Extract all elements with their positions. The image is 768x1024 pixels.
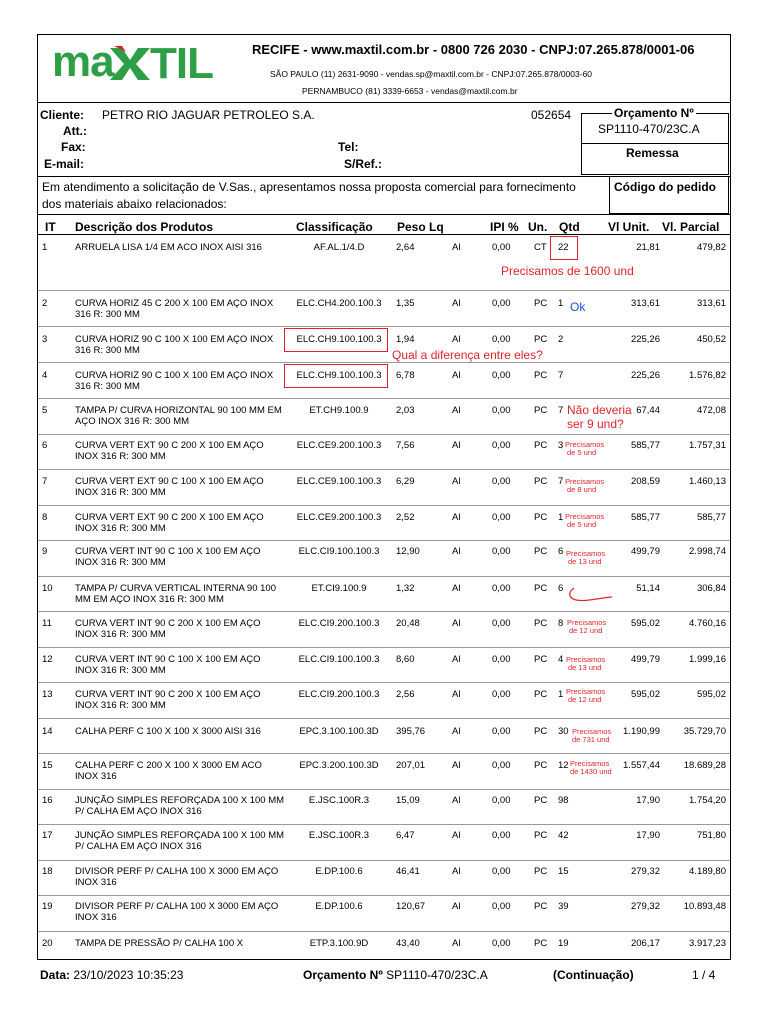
col-desc: Descrição dos Produtos: [75, 220, 214, 234]
row-description: CURVA VERT INT 90 C 200 X 100 EM AÇO INOX 316 R: 300 MM: [75, 618, 261, 640]
row-vp: 1.757,31: [689, 440, 726, 451]
row-cls: ELC.CI9.100.100.3: [298, 546, 380, 557]
row-un: PC: [534, 370, 548, 381]
row-peso: 6,47: [396, 830, 415, 841]
row-vp: 3.917,23: [689, 938, 726, 949]
row-al: Al: [452, 795, 461, 806]
row-description: JUNÇÃO SIMPLES REFORÇADA 100 X 100 MM P/ CALHA EM AÇO INOX 316: [75, 795, 285, 817]
row-un: PC: [534, 830, 548, 841]
client-code: 052654: [531, 108, 572, 122]
logo-image: [52, 37, 213, 88]
row-ipi: 0,00: [492, 512, 511, 523]
annotation-box-cls4: [284, 364, 388, 388]
note-row7-line1: Precisamos: [565, 477, 605, 486]
row-vu: 225,26: [630, 334, 660, 345]
row-al: Al: [452, 689, 461, 700]
row-vu: 225,26: [630, 370, 660, 381]
row-it: 19: [42, 901, 53, 912]
row-ipi: 0,00: [492, 901, 511, 912]
row-vp: 10.893,48: [683, 901, 726, 912]
note-row6-line2: de 5 und: [567, 448, 597, 457]
row-it: 10: [42, 583, 53, 594]
row-vp: 18.689,28: [683, 760, 726, 771]
note-row14-line1: Precisamos: [572, 727, 612, 736]
row-peso: 12,90: [396, 546, 420, 557]
row-divider: [38, 505, 730, 506]
row-ipi: 0,00: [492, 795, 511, 806]
row-un: PC: [534, 405, 548, 416]
note-row5: [567, 403, 632, 431]
row-peso: 20,48: [396, 618, 420, 629]
note-row5-line2: ser 9 und?: [567, 417, 624, 431]
cliente-label: Cliente:: [40, 108, 85, 122]
row-it: 14: [42, 726, 53, 737]
row-vp: 1.754,20: [689, 795, 726, 806]
row-al: Al: [452, 901, 461, 912]
row-qtd: 2: [558, 334, 564, 345]
row-divider: [38, 824, 730, 825]
arrow-annotation: [566, 584, 616, 606]
row-al: Al: [452, 512, 461, 523]
row-vp: 595,02: [696, 689, 726, 700]
note-row6-line1: Precisamos: [565, 440, 605, 449]
email-label: E-mail:: [44, 157, 85, 171]
row-al: Al: [452, 726, 461, 737]
row-vu: 585,77: [630, 440, 660, 451]
row-cls: AF.AL.1/4.D: [313, 242, 365, 253]
note-row13: [566, 688, 605, 704]
footer-orcamento: [303, 968, 488, 982]
footer-orc-value: SP1110-470/23C.A: [386, 968, 488, 982]
row-cls: ELC.CI9.200.100.3: [298, 618, 380, 629]
row-ipi: 0,00: [492, 242, 511, 253]
row-peso: 43,40: [396, 938, 420, 949]
row-qtd: 1: [558, 298, 564, 309]
row-ipi: 0,00: [492, 938, 511, 949]
row-description: CURVA VERT EXT 90 C 200 X 100 EM AÇO INOX 316 R: 300 MM: [75, 440, 264, 462]
col-vu: Vl Unit.: [608, 220, 650, 234]
row-al: Al: [452, 440, 461, 451]
row-it: 18: [42, 866, 53, 877]
row-qtd: 7: [558, 405, 564, 416]
note-row12-line1: Precisamos: [566, 655, 606, 664]
row-divider: [38, 469, 730, 470]
row-ipi: 0,00: [492, 440, 511, 451]
orcamento-label: Orçamento Nº: [614, 106, 694, 120]
row-peso: 6,29: [396, 476, 415, 487]
footer-date: [40, 968, 183, 982]
row-description: JUNÇÃO SIMPLES REFORÇADA 100 X 100 MM P/ CALHA EM AÇO INOX 316: [75, 830, 285, 852]
row-description: CURVA HORIZ 90 C 100 X 100 EM AÇO INOX 316 R: 300 MM: [75, 334, 274, 356]
row-peso: 1,94: [396, 334, 415, 345]
row-vu: 585,77: [630, 512, 660, 523]
col-ipi: IPI %: [490, 220, 519, 234]
row-divider: [38, 682, 730, 683]
row-divider: [38, 753, 730, 754]
row-ipi: 0,00: [492, 298, 511, 309]
row-peso: 207,01: [396, 760, 426, 771]
row-al: Al: [452, 546, 461, 557]
row-qtd: 1: [558, 689, 564, 700]
footer-date-value: 23/10/2023 10:35:23: [73, 968, 184, 982]
row-it: 6: [42, 440, 48, 451]
row-un: PC: [534, 689, 548, 700]
row-it: 20: [42, 938, 53, 949]
note-row11-line1: Precisamos: [567, 618, 607, 627]
row-ipi: 0,00: [492, 830, 511, 841]
row-qtd: 4: [558, 654, 564, 665]
header-pe-line: PERNAMBUCO (81) 3339-6653 - vendas@maxtil.com.br: [302, 86, 518, 96]
row-un: CT: [534, 242, 547, 253]
row-vu: 17,90: [636, 830, 660, 841]
divider: [38, 234, 730, 235]
row-it: 4: [42, 370, 48, 381]
row-vu: 1.190,99: [623, 726, 660, 737]
row-vp: 313,61: [696, 298, 726, 309]
note-row7-line2: de 8 und: [567, 485, 597, 494]
row-vp: 1.460,13: [689, 476, 726, 487]
row-vp: 472,08: [696, 405, 726, 416]
row-qtd: 6: [558, 583, 564, 594]
note-row11: [567, 619, 606, 635]
row-al: Al: [452, 334, 461, 345]
row-vp: 1.999,16: [689, 654, 726, 665]
annotation-box-qtd: [550, 236, 578, 260]
row-it: 13: [42, 689, 53, 700]
row-qtd: 7: [558, 476, 564, 487]
divider: [581, 143, 729, 144]
maxtil-logo: [52, 37, 213, 94]
row-al: Al: [452, 654, 461, 665]
row-peso: 2,56: [396, 689, 415, 700]
note-row14: [572, 728, 611, 744]
row-divider: [38, 931, 730, 932]
row-al: Al: [452, 476, 461, 487]
orcamento-value: SP1110-470/23C.A: [598, 122, 700, 136]
row-ipi: 0,00: [492, 726, 511, 737]
row-un: PC: [534, 795, 548, 806]
note-row9-line1: Precisamos: [566, 549, 606, 558]
row-peso: 2,64: [396, 242, 415, 253]
note-row7: [565, 478, 604, 494]
note-row11-line2: de 12 und: [569, 626, 603, 635]
row-al: Al: [452, 583, 461, 594]
row-divider: [38, 398, 730, 399]
row-it: 11: [42, 618, 52, 629]
row-vu: 67,44: [636, 405, 660, 416]
row-it: 5: [42, 405, 48, 416]
row-description: CURVA VERT EXT 90 C 200 X 100 EM AÇO INOX 316 R: 300 MM: [75, 512, 264, 534]
row-divider: [38, 362, 730, 363]
row-vp: 2.998,74: [689, 546, 726, 557]
row-description: CURVA VERT EXT 90 C 100 X 100 EM AÇO INOX 316 R: 300 MM: [75, 476, 264, 498]
note-row15: [570, 760, 612, 776]
row-qtd: 3: [558, 440, 564, 451]
row-un: PC: [534, 583, 548, 594]
row-vu: 279,32: [630, 901, 660, 912]
row-cls: EPC.3.200.100.3D: [299, 760, 379, 771]
tel-label: Tel:: [338, 140, 359, 154]
row-divider: [38, 895, 730, 896]
row-vu: 499,79: [630, 546, 660, 557]
row-description: CURVA VERT INT 90 C 100 X 100 EM AÇO INOX 316 R: 300 MM: [75, 546, 261, 568]
row-ipi: 0,00: [492, 476, 511, 487]
col-un: Un.: [528, 220, 548, 234]
row-peso: 15,09: [396, 795, 420, 806]
intro-text: Em atendimento a solicitação de V.Sas., apresentamos nossa proposta comercial para fornecimento dos materiais abaixo relacionados:: [42, 180, 576, 211]
footer-date-label: Data:: [40, 968, 71, 982]
row-vp: 4.760,16: [689, 618, 726, 629]
col-vp: Vl. Parcial: [662, 220, 720, 234]
note-row13-line2: de 12 und: [568, 695, 602, 704]
col-peso: Peso Lq: [397, 220, 444, 234]
row-vp: 585,77: [696, 512, 726, 523]
row-ipi: 0,00: [492, 866, 511, 877]
remessa-label: Remessa: [626, 146, 679, 160]
row-un: PC: [534, 654, 548, 665]
row-qtd: 8: [558, 618, 564, 629]
row-un: PC: [534, 334, 548, 345]
row-vp: 4.189,80: [689, 866, 726, 877]
note-row9-line2: de 13 und: [568, 557, 602, 566]
note-row9: [566, 550, 605, 566]
row-peso: 395,76: [396, 726, 426, 737]
row-it: 7: [42, 476, 48, 487]
row-qtd: 98: [558, 795, 569, 806]
note-row8: [565, 513, 604, 529]
note-row15-line1: Precisamos: [570, 759, 610, 768]
row-divider: [38, 576, 730, 577]
row-al: Al: [452, 938, 461, 949]
row-al: Al: [452, 866, 461, 877]
row-peso: 120,67: [396, 901, 426, 912]
row-vu: 313,61: [630, 298, 660, 309]
row-cls: ELC.CH9.100.100.3: [296, 334, 382, 345]
row-un: PC: [534, 938, 548, 949]
row-description: CURVA HORIZ 45 C 200 X 100 EM AÇO INOX 316 R: 300 MM: [75, 298, 274, 320]
row-vu: 51,14: [636, 583, 660, 594]
row-peso: 7,56: [396, 440, 415, 451]
cliente-value: PETRO RIO JAGUAR PETROLEO S.A.: [102, 108, 315, 122]
row-qtd: 22: [558, 242, 569, 253]
row-it: 12: [42, 654, 53, 665]
row-un: PC: [534, 440, 548, 451]
row-cls: ELC.CE9.100.100.3: [296, 476, 382, 487]
row-vp: 35.729,70: [683, 726, 726, 737]
row-al: Al: [452, 298, 461, 309]
row-qtd: 30: [558, 726, 569, 737]
row-vu: 595,02: [630, 618, 660, 629]
row-vp: 450,52: [696, 334, 726, 345]
row-peso: 46,41: [396, 866, 420, 877]
row-peso: 8,60: [396, 654, 415, 665]
row-al: Al: [452, 370, 461, 381]
row-cls: ELC.CE9.200.100.3: [296, 440, 382, 451]
row-cls: ELC.CI9.100.100.3: [298, 654, 380, 665]
row-ipi: 0,00: [492, 689, 511, 700]
row-qtd: 19: [558, 938, 569, 949]
row-peso: 1,35: [396, 298, 415, 309]
row-divider: [38, 789, 730, 790]
row-un: PC: [534, 726, 548, 737]
row-ipi: 0,00: [492, 405, 511, 416]
note-row1: Precisamos de 1600 und: [501, 264, 634, 278]
row-vu: 1.557,44: [623, 760, 660, 771]
row-ipi: 0,00: [492, 760, 511, 771]
row-cls: E.JSC.100R.3: [308, 830, 370, 841]
codigo-pedido-label: Código do pedido: [614, 180, 716, 194]
row-divider: [38, 718, 730, 719]
row-description: TAMPA DE PRESSÃO P/ CALHA 100 X: [75, 938, 244, 949]
row-al: Al: [452, 830, 461, 841]
row-ipi: 0,00: [492, 370, 511, 381]
row-vu: 208,59: [630, 476, 660, 487]
row-it: 17: [42, 830, 53, 841]
row-un: PC: [534, 298, 548, 309]
row-vp: 479,82: [696, 242, 726, 253]
note-row12: [566, 656, 605, 672]
row-qtd: 15: [558, 866, 569, 877]
row-divider: [38, 611, 730, 612]
row-cls: EPC.3.100.100.3D: [299, 726, 379, 737]
sref-label: S/Ref.:: [344, 157, 383, 171]
note-row3: Qual a diferença entre eles?: [392, 348, 543, 362]
col-qtd: Qtd: [559, 220, 580, 234]
row-divider: [38, 326, 730, 327]
note-row8-line1: Precisamos: [565, 512, 605, 521]
row-it: 9: [42, 546, 48, 557]
row-al: Al: [452, 760, 461, 771]
row-description: ARRUELA LISA 1/4 EM ACO INOX AISI 316: [75, 242, 262, 253]
row-cls: ET.CI9.100.9: [311, 583, 367, 594]
row-description: TAMPA P/ CURVA VERTICAL INTERNA 90 100 MM EM AÇO INOX 316 R: 300 MM: [75, 583, 276, 605]
row-description: CALHA PERF C 200 X 100 X 3000 EM ACO INOX 316: [75, 760, 262, 782]
row-qtd: 7: [558, 370, 564, 381]
row-vp: 1.576,82: [689, 370, 726, 381]
row-it: 1: [42, 242, 48, 253]
row-cls: ELC.CE9.200.100.3: [296, 512, 382, 523]
note-row12-line2: de 13 und: [568, 663, 602, 672]
row-qtd: 12: [558, 760, 569, 771]
note-row14-line2: de 731 und: [572, 735, 610, 744]
row-it: 16: [42, 795, 53, 806]
row-description: CALHA PERF C 100 X 100 X 3000 AISI 316: [75, 726, 261, 737]
note-row2-ok: Ok: [570, 300, 586, 314]
row-cls: E.DP.100.6: [315, 866, 363, 877]
row-ipi: 0,00: [492, 654, 511, 665]
col-cls: Classificação: [296, 220, 373, 234]
row-un: PC: [534, 512, 548, 523]
row-divider: [38, 290, 730, 291]
divider: [38, 214, 730, 215]
row-divider: [38, 540, 730, 541]
row-vu: 17,90: [636, 795, 660, 806]
row-divider: [38, 434, 730, 435]
row-cls: ETP.3.100.9D: [309, 938, 369, 949]
row-ipi: 0,00: [492, 583, 511, 594]
row-vu: 499,79: [630, 654, 660, 665]
col-it: IT: [45, 220, 56, 234]
row-description: DIVISOR PERF P/ CALHA 100 X 3000 EM AÇO INOX 316: [75, 866, 279, 888]
row-vu: 206,17: [630, 938, 660, 949]
row-al: Al: [452, 405, 461, 416]
note-row8-line2: de 5 und: [567, 520, 597, 529]
row-cls: ET.CH9.100.9: [309, 405, 369, 416]
row-vu: 595,02: [630, 689, 660, 700]
footer-orc-label: Orçamento Nº: [303, 968, 383, 982]
row-un: PC: [534, 760, 548, 771]
row-divider: [38, 860, 730, 861]
att-label: Att.:: [63, 124, 87, 138]
divider: [38, 102, 730, 103]
row-cls: ELC.CH9.100.100.3: [296, 370, 382, 381]
row-peso: 6,78: [396, 370, 415, 381]
header-main-line: RECIFE - www.maxtil.com.br - 0800 726 2030 - CNPJ:07.265.878/0001-06: [252, 42, 695, 57]
row-al: Al: [452, 242, 461, 253]
row-peso: 1,32: [396, 583, 415, 594]
row-peso: 2,03: [396, 405, 415, 416]
footer-page: 1 / 4: [692, 968, 716, 982]
row-cls: E.JSC.100R.3: [308, 795, 370, 806]
row-un: PC: [534, 866, 548, 877]
row-cls: ELC.CI9.200.100.3: [298, 689, 380, 700]
row-vp: 306,84: [696, 583, 726, 594]
row-cls: E.DP.100.6: [315, 901, 363, 912]
row-it: 15: [42, 760, 53, 771]
row-un: PC: [534, 618, 548, 629]
note-row13-line1: Precisamos: [566, 687, 606, 696]
row-vu: 279,32: [630, 866, 660, 877]
row-it: 2: [42, 298, 48, 309]
row-description: CURVA VERT INT 90 C 100 X 100 EM AÇO INOX 316 R: 300 MM: [75, 654, 261, 676]
row-description: CURVA VERT INT 90 C 200 X 100 EM AÇO INOX 316 R: 300 MM: [75, 689, 261, 711]
fax-label: Fax:: [61, 140, 86, 154]
row-divider: [38, 647, 730, 648]
svg-text:TIL: TIL: [150, 39, 213, 88]
row-cls: ELC.CH4.200.100.3: [296, 298, 382, 309]
row-al: Al: [452, 618, 461, 629]
note-row5-line1: Não deveria: [567, 403, 632, 417]
row-peso: 2,52: [396, 512, 415, 523]
row-qtd: 6: [558, 546, 564, 557]
row-ipi: 0,00: [492, 618, 511, 629]
row-description: CURVA HORIZ 90 C 100 X 100 EM AÇO INOX 316 R: 300 MM: [75, 370, 274, 392]
row-un: PC: [534, 901, 548, 912]
row-qtd: 42: [558, 830, 569, 841]
row-it: 8: [42, 512, 48, 523]
row-un: PC: [534, 546, 548, 557]
row-vu: 21,81: [636, 242, 660, 253]
annotation-box-cls3: [284, 328, 388, 352]
row-qtd: 39: [558, 901, 569, 912]
row-qtd: 1: [558, 512, 564, 523]
footer-continuacao: (Continuação): [553, 968, 634, 982]
row-ipi: 0,00: [492, 546, 511, 557]
row-description: DIVISOR PERF P/ CALHA 100 X 3000 EM AÇO INOX 316: [75, 901, 279, 923]
note-row15-line2: de 1430 und: [570, 767, 612, 776]
svg-text:ma: ma: [52, 37, 114, 86]
row-vp: 751,80: [696, 830, 726, 841]
row-it: 3: [42, 334, 48, 345]
header-sp-line: SÃO PAULO (11) 2631-9090 - vendas.sp@maxtil.com.br - CNPJ:07.265.878/0003-60: [270, 69, 593, 79]
row-un: PC: [534, 476, 548, 487]
row-ipi: 0,00: [492, 334, 511, 345]
note-row6: [565, 441, 604, 457]
row-description: TAMPA P/ CURVA HORIZONTAL 90 100 MM EM AÇO INOX 316 R: 300 MM: [75, 405, 282, 427]
